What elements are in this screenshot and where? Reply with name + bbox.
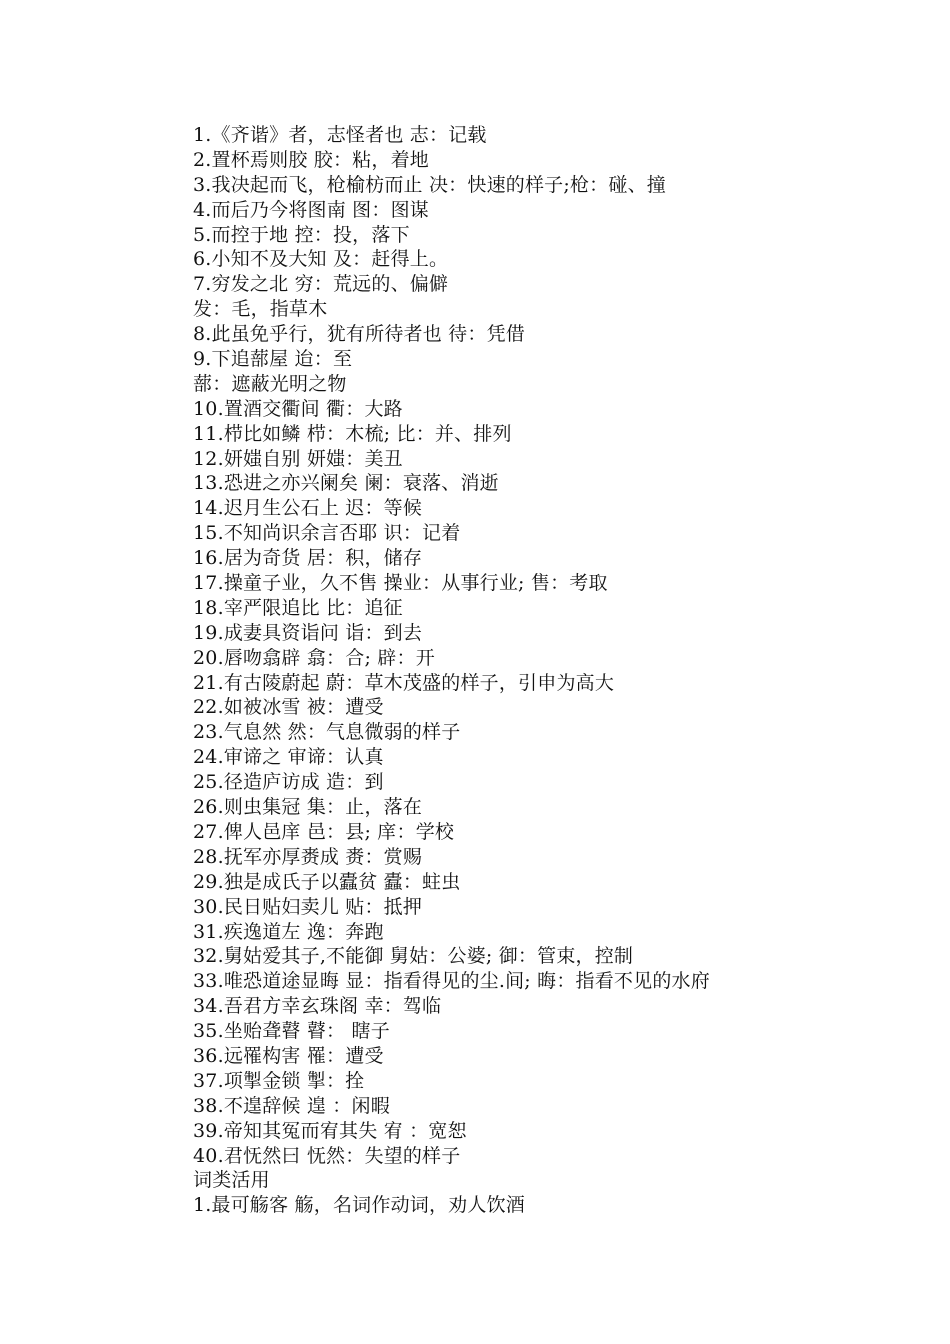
text-line: 26.则虫集冠 集：止，落在 xyxy=(193,796,423,819)
text-line: 19.成妻具资诣问 诣：到去 xyxy=(193,621,423,644)
text-line: 6.小知不及大知 及：赶得上。 xyxy=(193,248,449,271)
text-line: 17.操童子业，久不售 操业：从事行业; 售：考取 xyxy=(193,572,608,595)
text-line: 14.迟月生公石上 迟：等候 xyxy=(193,497,423,520)
text-line: 8.此虽免乎行，犹有所待者也 待：凭借 xyxy=(193,323,525,346)
text-line: 29.独是成氏子以蠹贫 蠹：蛀虫 xyxy=(193,870,461,893)
text-line: 1.最可觞客 觞，名词作动词，劝人饮酒 xyxy=(193,1194,525,1217)
text-line: 7.穷发之北 穷：荒远的、偏僻 xyxy=(193,273,449,296)
text-line: 9.下追蔀屋 迨：至 xyxy=(193,348,353,371)
text-line: 25.径造庐访成 造：到 xyxy=(193,771,384,794)
text-line: 30.民日贴妇卖儿 贴：抵押 xyxy=(193,895,423,918)
text-line: 38.不遑辞候 遑 ：闲暇 xyxy=(193,1094,390,1117)
text-line: 2.置杯焉则胶 胶：粘，着地 xyxy=(193,148,429,171)
document-content xyxy=(193,123,913,1218)
text-line: 1.《齐谐》者，志怪者也 志：记载 xyxy=(193,124,487,146)
text-line: 32.舅姑爱其子,不能御 舅姑：公婆; 御：管束，控制 xyxy=(193,945,634,968)
text-line: 蔀：遮蔽光明之物 xyxy=(193,372,347,395)
text-line: 13.恐进之亦兴阑矣 阑：衰落、消逝 xyxy=(193,472,499,495)
text-line: 3.我决起而飞，枪榆枋而止 决：快速的样子;枪：碰、撞 xyxy=(193,173,666,196)
text-line: 20.唇吻翕辟 翕：合; 辟：开 xyxy=(193,646,435,669)
text-line: 36.远罹构害 罹：遭受 xyxy=(193,1044,384,1067)
text-line: 31.疾逸道左 逸：奔跑 xyxy=(193,920,384,943)
text-line: 18.宰严限追比 比：追征 xyxy=(193,596,403,619)
text-line: 4.而后乃今将图南 图：图谋 xyxy=(193,198,429,221)
text-line: 12.妍媸自别 妍媸：美丑 xyxy=(193,447,403,470)
text-line: 34.吾君方幸玄珠阁 幸：驾临 xyxy=(193,995,442,1018)
text-line: 15.不知尚识余言否耶 识：记着 xyxy=(193,522,461,545)
text-line: 33.唯恐道途显晦 显：指看得见的尘.间; 晦：指看不见的水府 xyxy=(193,970,710,993)
text-line: 28.抚军亦厚赉成 赉：赏赐 xyxy=(193,845,423,868)
text-line: 21.有古陵蔚起 蔚：草木茂盛的样子，引申为高大 xyxy=(193,671,615,694)
text-line: 24.审谛之 审谛：认真 xyxy=(193,746,384,769)
text-line: 16.居为奇货 居：积，储存 xyxy=(193,547,423,570)
text-line: 39.帝知其冤而宥其失 宥 ：宽恕 xyxy=(193,1119,467,1142)
text-line: 发：毛，指草木 xyxy=(193,298,328,321)
text-line: 10.置酒交衢间 衢：大路 xyxy=(193,397,403,420)
text-line: 23.气息然 然：气息微弱的样子 xyxy=(193,721,461,744)
text-line: 22.如被冰雪 被：遭受 xyxy=(193,696,384,719)
text-line: 40.君怃然曰 怃然：失望的样子 xyxy=(193,1144,461,1167)
text-line: 35.坐贻聋瞽 瞽： 瞎子 xyxy=(193,1020,390,1043)
section-heading: 词类活用 xyxy=(193,1169,270,1192)
text-line: 37.项掣金锁 掣：拴 xyxy=(193,1069,365,1092)
text-line: 27.俾人邑庠 邑：县; 庠：学校 xyxy=(193,820,455,843)
text-line: 5.而控于地 控：投，落下 xyxy=(193,223,410,246)
text-line: 11.栉比如鳞 栉：木梳; 比：并、排列 xyxy=(193,422,512,445)
